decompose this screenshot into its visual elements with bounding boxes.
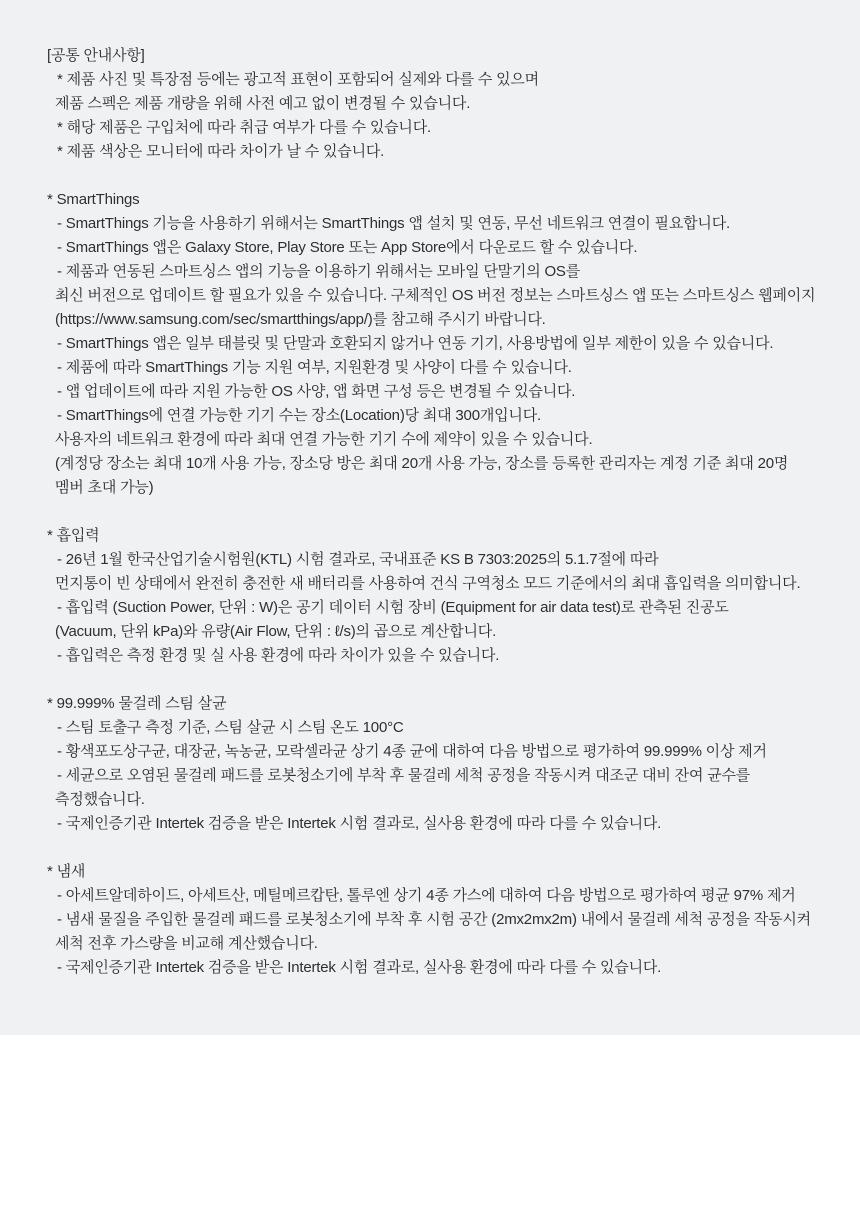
- notice-line: - SmartThings 앱은 Galaxy Store, Play Store 또는 App Store에서 다운로드 할 수 있습니다.: [57, 239, 638, 256]
- notice-section-heading: * 냄새: [47, 863, 86, 880]
- notice-line: 먼지통이 빈 상태에서 완전히 충전한 새 배터리를 사용하여 건식 구역청소 모드 기준에서의 최대 흡입력을 의미합니다.: [55, 575, 801, 592]
- notice-line: - 아세트알데하이드, 아세트산, 메틸메르캅탄, 톨루엔 상기 4종 가스에 대하여 다음 방법으로 평가하여 평균 97% 제거: [57, 887, 796, 904]
- notice-line: (계정당 장소는 최대 10개 사용 가능, 장소당 방은 최대 20개 사용 가능, 장소를 등록한 관리자는 계정 기준 최대 20명: [55, 455, 789, 472]
- notice-line: 제품 스펙은 제품 개량을 위해 사전 예고 없이 변경될 수 있습니다.: [55, 95, 471, 112]
- notice-line: - 제품에 따라 SmartThings 기능 지원 여부, 지원환경 및 사양이 다를 수 있습니다.: [57, 359, 572, 376]
- notice-line: - 냄새 물질을 주입한 물걸레 패드를 로봇청소기에 부착 후 시험 공간 (2mx2mx2m) 내에서 물걸레 세척 공정을 작동시켜: [57, 911, 811, 928]
- notice-line: - SmartThings에 연결 가능한 기기 수는 장소(Location)당 최대 300개입니다.: [57, 407, 541, 424]
- notice-line: * 제품 색상은 모니터에 따라 차이가 날 수 있습니다.: [57, 143, 385, 160]
- notice-section-common-notices: [0, 44, 860, 164]
- notice-line: - 앱 업데이트에 따라 지원 가능한 OS 사양, 앱 화면 구성 등은 변경될 수 있습니다.: [57, 383, 576, 400]
- notice-line: - 26년 1월 한국산업기술시험원(KTL) 시험 결과로, 국내표준 KS B 7303:2025의 5.1.7절에 따라: [57, 551, 659, 568]
- notice-line: - 황색포도상구균, 대장균, 녹농균, 모락셀라균 상기 4종 균에 대하여 다음 방법으로 평가하여 99.999% 이상 제거: [57, 743, 767, 760]
- notice-section-heading: [공통 안내사항]: [47, 47, 145, 64]
- notice-line: 최신 버전으로 업데이트 할 필요가 있을 수 있습니다. 구체적인 OS 버전 정보는 스마트싱스 앱 또는 스마트싱스 웹페이지: [55, 287, 816, 304]
- notice-line: - 국제인증기관 Intertek 검증을 받은 Intertek 시험 결과로, 실사용 환경에 따라 다를 수 있습니다.: [57, 959, 662, 976]
- notice-line: (Vacuum, 단위 kPa)와 유량(Air Flow, 단위 : ℓ/s)의 곱으로 계산합니다.: [55, 623, 497, 640]
- bottom-spacer: [0, 1035, 860, 1220]
- notice-section-steam-sterilization: [0, 692, 860, 836]
- notice-section-heading: * 99.999% 물걸레 스팀 살균: [47, 695, 227, 712]
- notice-line: - 스팀 토출구 측정 기준, 스팀 살균 시 스팀 온도 100°C: [57, 719, 404, 736]
- notice-line: 사용자의 네트워크 환경에 따라 최대 연결 가능한 기기 수에 제약이 있을 수 있습니다.: [55, 431, 593, 448]
- notice-line: 측정했습니다.: [55, 791, 145, 808]
- notice-section-heading: * 흡입력: [47, 527, 100, 544]
- notice-section-smartthings: [0, 188, 860, 500]
- notice-line: - SmartThings 기능을 사용하기 위해서는 SmartThings 앱 설치 및 연동, 무선 네트워크 연결이 필요합니다.: [57, 215, 730, 232]
- notice-line: - 세균으로 오염된 물걸레 패드를 로봇청소기에 부착 후 물걸레 세척 공정을 작동시켜 대조군 대비 잔여 균수를: [57, 767, 751, 784]
- notice-section-heading: * SmartThings: [47, 191, 140, 208]
- notice-line: - 흡입력 (Suction Power, 단위 : W)은 공기 데이터 시험 장비 (Equipment for air data test)로 관측된 진공도: [57, 599, 729, 616]
- notice-line: 멤버 초대 가능): [55, 479, 154, 496]
- notice-line: * 해당 제품은 구입처에 따라 취급 여부가 다를 수 있습니다.: [57, 119, 431, 136]
- notice-line: - 제품과 연동된 스마트싱스 앱의 기능을 이용하기 위해서는 모바일 단말기의 OS를: [57, 263, 581, 280]
- notice-line: - SmartThings 앱은 일부 태블릿 및 단말과 호환되지 않거나 연동 기기, 사용방법에 일부 제한이 있을 수 있습니다.: [57, 335, 774, 352]
- notice-line: - 국제인증기관 Intertek 검증을 받은 Intertek 시험 결과로, 실사용 환경에 따라 다를 수 있습니다.: [57, 815, 662, 832]
- notice-line: * 제품 사진 및 특장점 등에는 광고적 표현이 포함되어 실제와 다를 수 있으며: [57, 71, 539, 88]
- notice-section-odor: [0, 860, 860, 980]
- notice-line: (https://www.samsung.com/sec/smartthings/app/)를 참고해 주시기 바랍니다.: [55, 311, 546, 328]
- notice-line: - 흡입력은 측정 환경 및 실 사용 환경에 따라 차이가 있을 수 있습니다.: [57, 647, 500, 664]
- notice-section-suction-power: [0, 524, 860, 668]
- notice-line: 세척 전후 가스량을 비교해 계산했습니다.: [55, 935, 318, 952]
